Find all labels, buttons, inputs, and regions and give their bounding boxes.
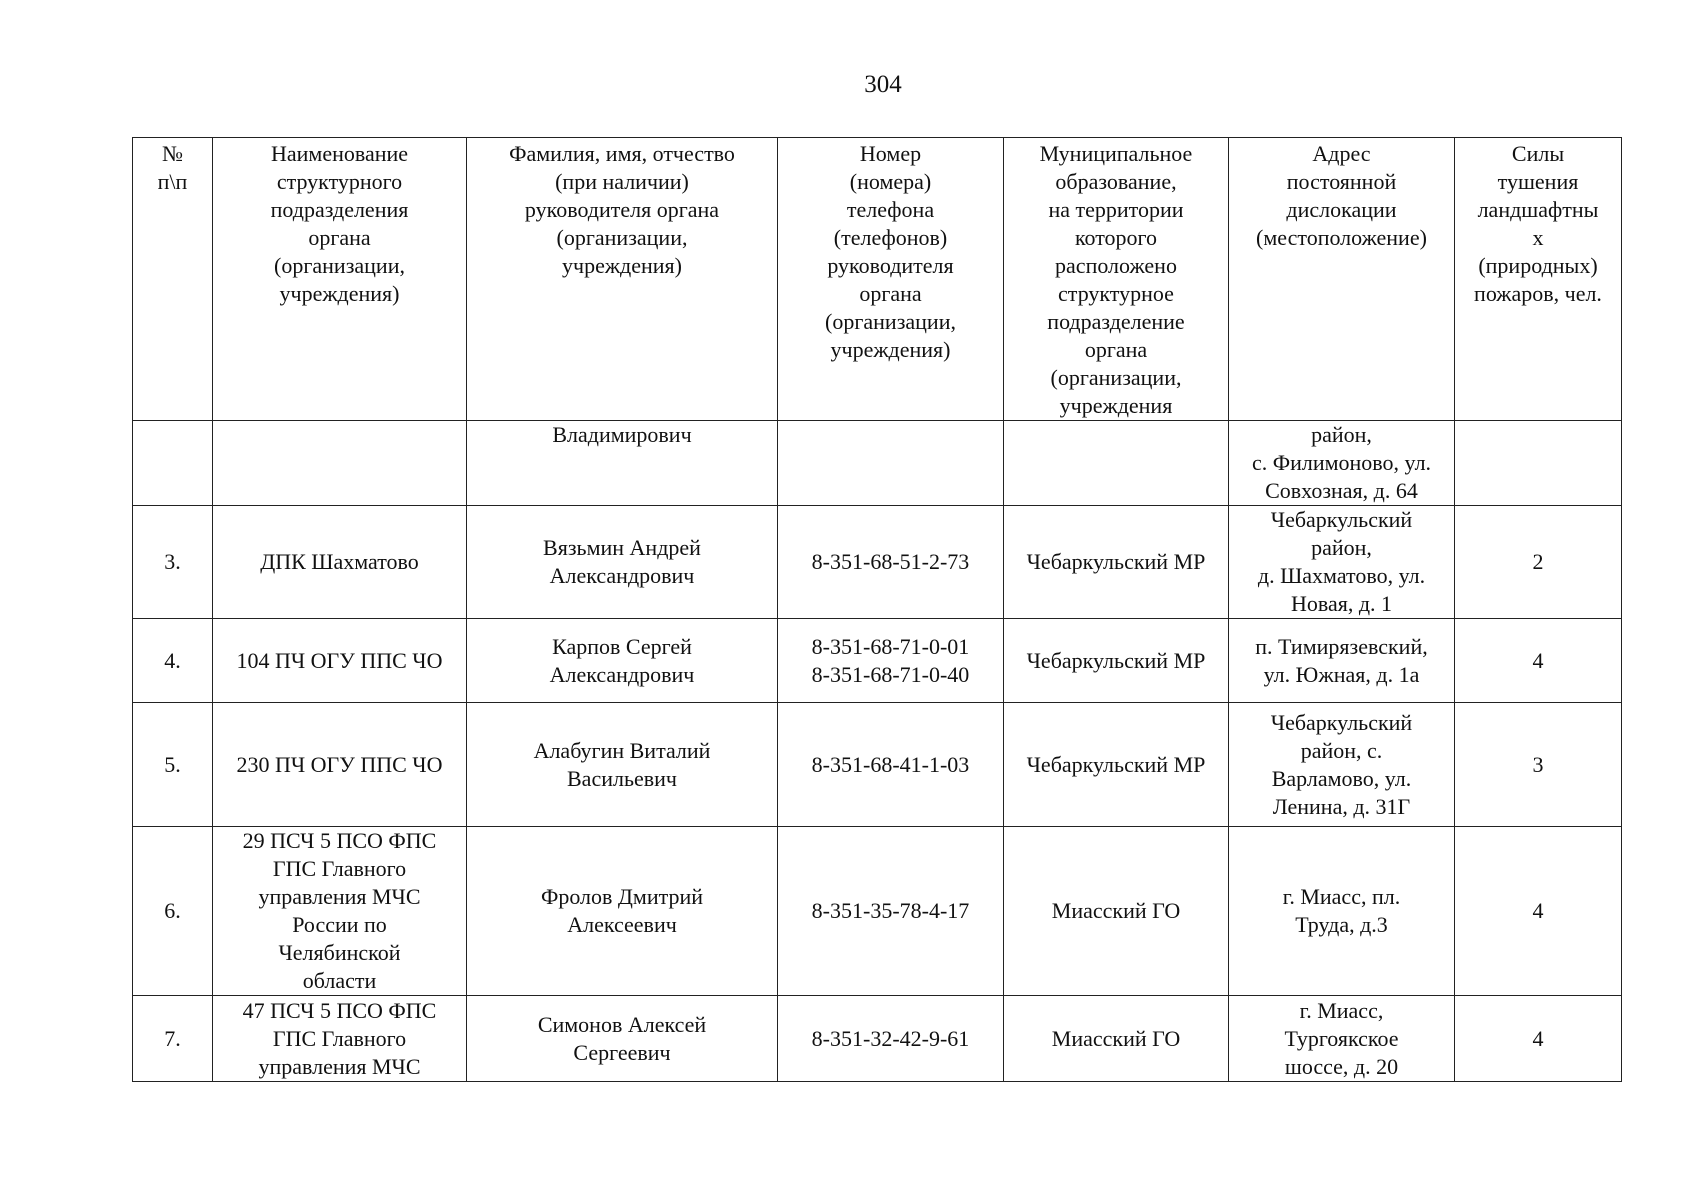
header-unit-name: Наименование структурного подразделения органа (организации, учреждения) xyxy=(213,138,467,421)
table-row xyxy=(133,619,1622,703)
cell-municipality: Чебаркульский МР xyxy=(1004,506,1229,619)
page-number: 304 xyxy=(864,71,902,98)
table-row xyxy=(133,703,1622,827)
cell-phone: 8-351-35-78-4-17 xyxy=(778,827,1004,996)
cell-address: г. Миасс, Тургоякское шоссе, д. 20 xyxy=(1229,996,1455,1082)
cell-municipality: Чебаркульский МР xyxy=(1004,703,1229,827)
cell-number: 6. xyxy=(133,827,213,996)
header-forces: Силы тушения ландшафтны х (природных) пожаров, чел. xyxy=(1455,138,1622,421)
cell-address: п. Тимирязевский, ул. Южная, д. 1а xyxy=(1229,619,1455,703)
cell-head-name: Владимирович xyxy=(467,421,778,506)
cell-unit-name xyxy=(213,421,467,506)
cell-phone: 8-351-68-51-2-73 xyxy=(778,506,1004,619)
cell-municipality: Миасский ГО xyxy=(1004,827,1229,996)
header-phone: Номер (номера) телефона (телефонов) руководителя органа (организации, учреждения) xyxy=(778,138,1004,421)
table-row xyxy=(133,996,1622,1082)
table-header-row xyxy=(133,138,1622,421)
cell-address: г. Миасс, пл. Труда, д.3 xyxy=(1229,827,1455,996)
cell-head-name: Вязьмин Андрей Александрович xyxy=(467,506,778,619)
units-table xyxy=(132,137,1622,1082)
cell-head-name: Фролов Дмитрий Алексеевич xyxy=(467,827,778,996)
cell-address: район, с. Филимоново, ул. Совхозная, д. 64 xyxy=(1229,421,1455,506)
cell-head-name: Алабугин Виталий Васильевич xyxy=(467,703,778,827)
cell-unit-name: 230 ПЧ ОГУ ППС ЧО xyxy=(213,703,467,827)
header-number: № п\п xyxy=(133,138,213,421)
cell-forces: 4 xyxy=(1455,619,1622,703)
cell-forces: 4 xyxy=(1455,996,1622,1082)
header-address: Адрес постоянной дислокации (местоположение) xyxy=(1229,138,1455,421)
cell-unit-name: 47 ПСЧ 5 ПСО ФПС ГПС Главного управления МЧС xyxy=(213,996,467,1082)
cell-number: 3. xyxy=(133,506,213,619)
cell-unit-name: 104 ПЧ ОГУ ППС ЧО xyxy=(213,619,467,703)
cell-municipality: Чебаркульский МР xyxy=(1004,619,1229,703)
cell-address: Чебаркульский район, с. Варламово, ул. Ленина, д. 31Г xyxy=(1229,703,1455,827)
cell-number: 7. xyxy=(133,996,213,1082)
cell-phone: 8-351-68-71-0-01 8-351-68-71-0-40 xyxy=(778,619,1004,703)
cell-phone xyxy=(778,421,1004,506)
cell-forces: 2 xyxy=(1455,506,1622,619)
table-row xyxy=(133,827,1622,996)
cell-forces: 3 xyxy=(1455,703,1622,827)
cell-forces xyxy=(1455,421,1622,506)
cell-forces: 4 xyxy=(1455,827,1622,996)
header-municipality: Муниципальное образование, на территории которого расположено структурное подразделение органа (организации, учреждения xyxy=(1004,138,1229,421)
header-head-name: Фамилия, имя, отчество (при наличии) руководителя органа (организации, учреждения) xyxy=(467,138,778,421)
cell-head-name: Карпов Сергей Александрович xyxy=(467,619,778,703)
cell-municipality xyxy=(1004,421,1229,506)
cell-phone: 8-351-68-41-1-03 xyxy=(778,703,1004,827)
cell-number xyxy=(133,421,213,506)
cell-address: Чебаркульский район, д. Шахматово, ул. Новая, д. 1 xyxy=(1229,506,1455,619)
cell-number: 5. xyxy=(133,703,213,827)
cell-head-name: Симонов Алексей Сергеевич xyxy=(467,996,778,1082)
cell-unit-name: ДПК Шахматово xyxy=(213,506,467,619)
cell-phone: 8-351-32-42-9-61 xyxy=(778,996,1004,1082)
table-row xyxy=(133,506,1622,619)
table-row xyxy=(133,421,1622,506)
cell-municipality: Миасский ГО xyxy=(1004,996,1229,1082)
cell-unit-name: 29 ПСЧ 5 ПСО ФПС ГПС Главного управления МЧС России по Челябинской области xyxy=(213,827,467,996)
cell-number: 4. xyxy=(133,619,213,703)
